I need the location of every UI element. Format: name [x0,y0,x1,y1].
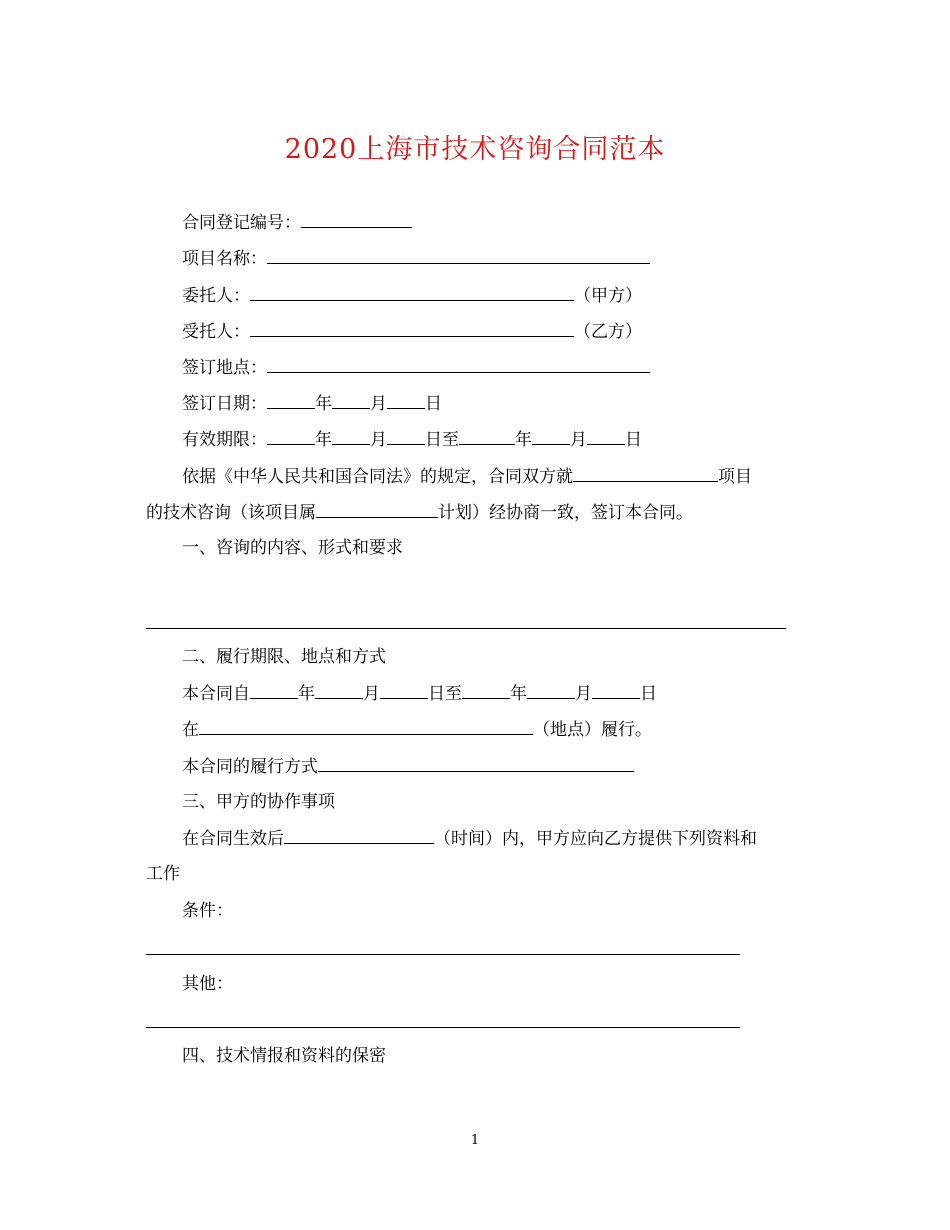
month-label: 月 [370,430,387,450]
text: 本合同的履行方式 [182,757,318,777]
year-label: 年 [315,430,332,450]
intro-line-2 [146,500,693,525]
year-label: 年 [510,684,527,704]
field-client [182,283,642,308]
page-number: 1 [470,1133,480,1148]
text: 的技术咨询（该项目属 [146,503,316,523]
year-label: 年 [315,394,332,414]
day-label: 日 [425,394,442,414]
cooperation-text-cont: 工作 [146,864,180,884]
day-label: 日 [625,430,642,450]
text: 在 [182,720,199,740]
field-sign-place [182,355,650,380]
blank [459,427,515,445]
blank [250,681,298,699]
other-blank-line [146,1027,740,1028]
label: 受托人： [182,322,250,342]
blank [332,391,370,409]
day-to-label: 日至 [428,684,462,704]
text: 依据《中华人民共和国合同法》的规定，合同双方就 [182,467,573,487]
blank [250,319,574,337]
text: （时间）内，甲方应向乙方提供下列资料和 [434,829,757,849]
day-to-label: 日至 [425,430,459,450]
text: 在合同生效后 [182,829,284,849]
label: 有效期限： [182,430,267,450]
label: 合同登记编号： [182,213,301,233]
field-trustee [182,319,642,344]
conditions-blank-line [146,954,740,955]
month-label: 月 [570,430,587,450]
blank [267,427,315,445]
blank [387,427,425,445]
document-title: 2020上海市技术咨询合同范本 [284,134,666,165]
blank [532,427,570,445]
other-label: 其他： [182,974,233,994]
field-registration-number [182,210,412,235]
section-4-heading: 四、技术情报和资料的保密 [182,1046,386,1066]
blank [315,681,363,699]
blank [267,246,650,264]
field-project-name [182,246,650,271]
blank [267,391,315,409]
blank [573,464,718,482]
blank [527,681,575,699]
blank [318,754,634,772]
intro-line-1 [182,464,752,489]
blank [380,681,428,699]
section-3-heading: 三、甲方的协作事项 [182,792,335,812]
conditions-label: 条件： [182,901,233,921]
blank [587,427,625,445]
label: 项目名称： [182,249,267,269]
performance-place [182,717,652,742]
cooperation-text [182,826,757,851]
section-1-heading: 一、咨询的内容、形式和要求 [182,538,403,558]
year-label: 年 [298,684,315,704]
performance-period [182,681,657,706]
performance-method [182,754,634,779]
blank [250,283,574,301]
section-1-blank-line [146,628,786,629]
month-label: 月 [370,394,387,414]
text: 项目 [718,467,752,487]
blank [462,681,510,699]
field-valid-period [182,427,642,452]
section-2-heading: 二、履行期限、地点和方式 [182,647,386,667]
label: 签订日期： [182,394,267,414]
text: 本合同自 [182,684,250,704]
party-a-label: （甲方） [574,286,642,306]
blank [199,717,533,735]
text: 计划）经协商一致，签订本合同。 [438,503,693,523]
blank [592,681,640,699]
blank [284,826,434,844]
blank [332,427,370,445]
text: （地点）履行。 [533,720,652,740]
blank [387,391,425,409]
label: 签订地点： [182,358,267,378]
month-label: 月 [363,684,380,704]
blank [316,500,438,518]
label: 委托人： [182,286,250,306]
month-label: 月 [575,684,592,704]
blank [301,210,412,228]
party-b-label: （乙方） [574,322,642,342]
year-label: 年 [515,430,532,450]
day-label: 日 [640,684,657,704]
blank [267,355,650,373]
field-sign-date [182,391,442,416]
